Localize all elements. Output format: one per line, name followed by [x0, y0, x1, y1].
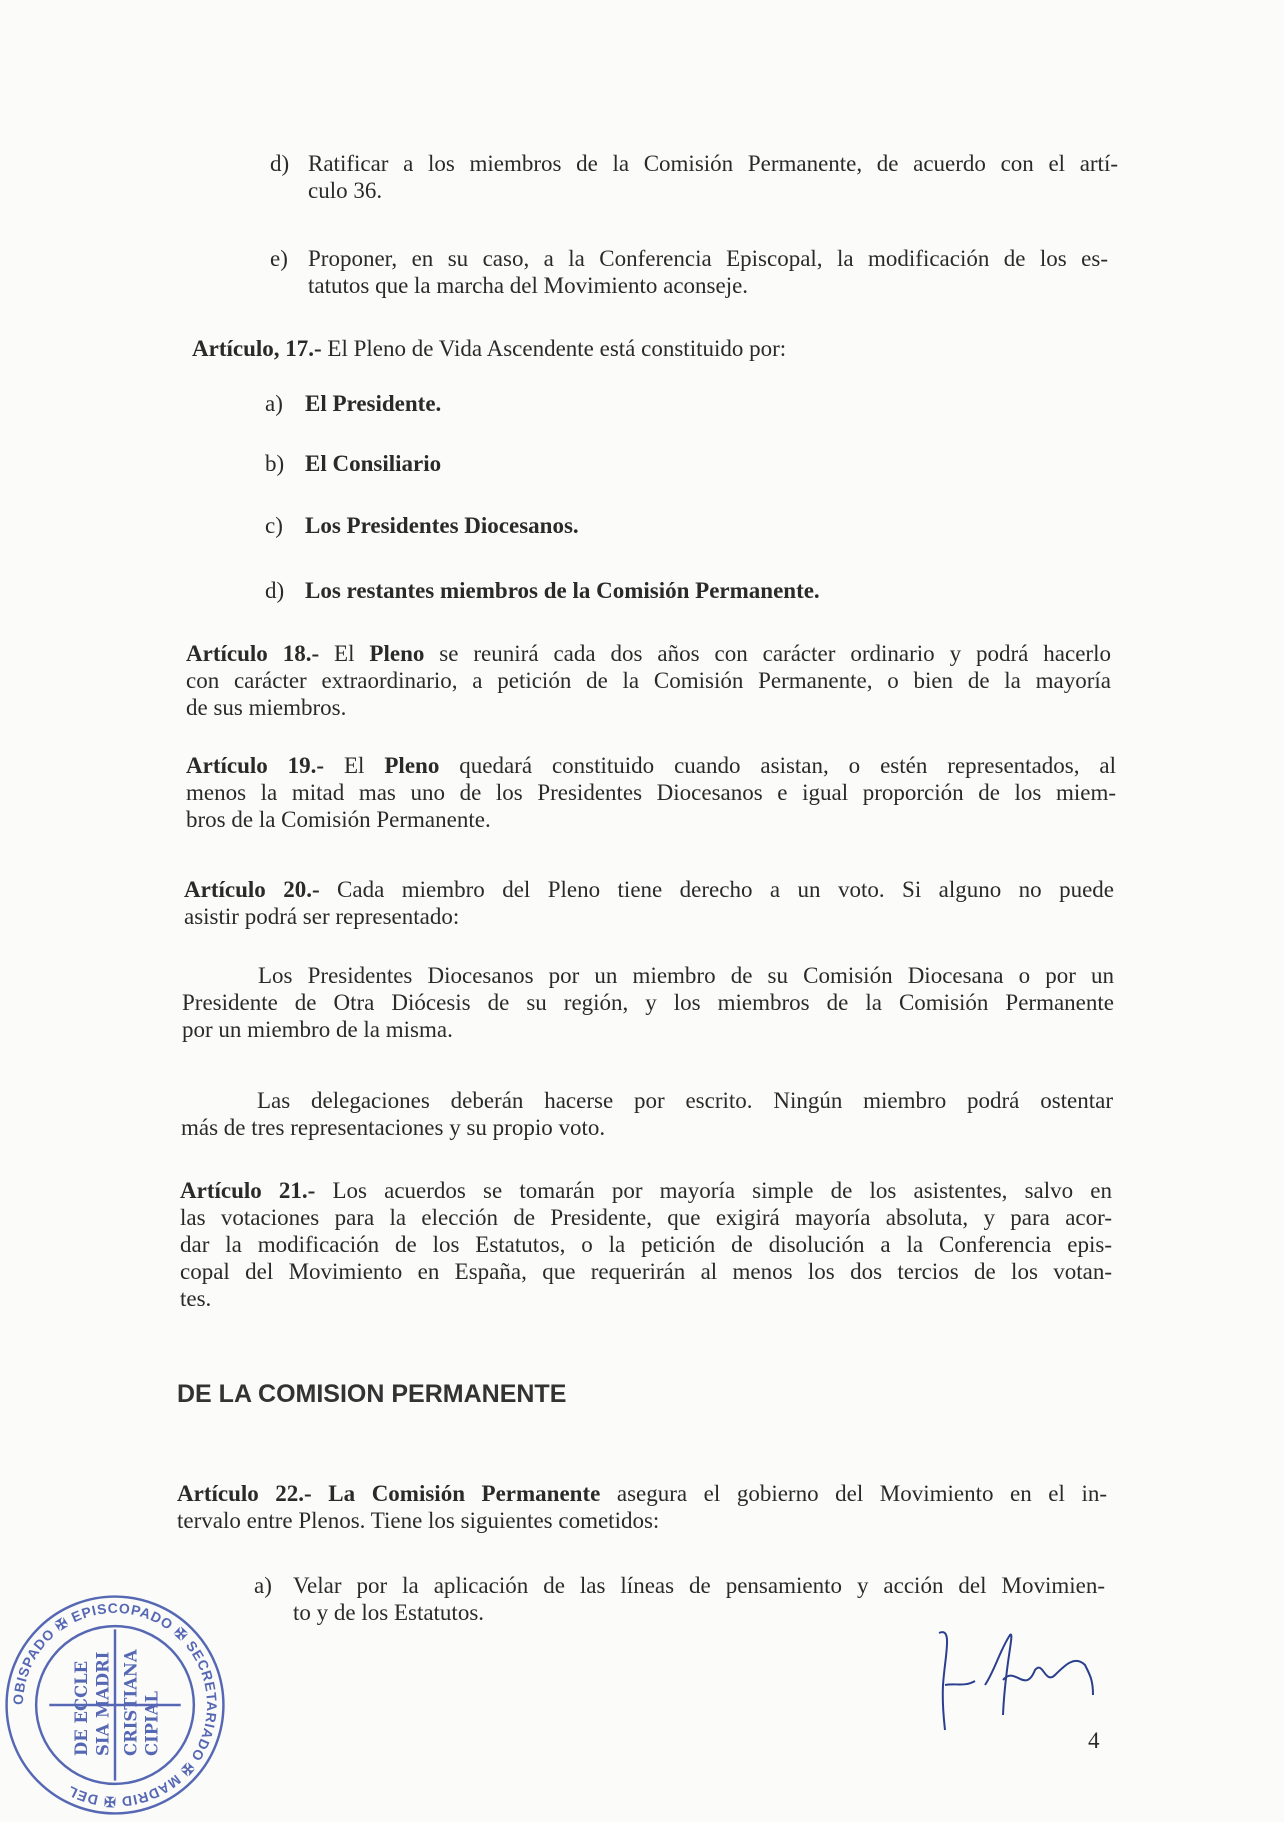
- text: El: [319, 641, 370, 666]
- svg-text:SIA MADRI: SIA MADRI: [93, 1651, 113, 1756]
- text-line: tes.: [180, 1286, 212, 1311]
- item-text: El Presidente.: [305, 391, 442, 416]
- article-label: Artículo 21.-: [180, 1178, 316, 1203]
- art16-item-e: [308, 245, 1108, 299]
- item-text: El Consiliario: [305, 451, 442, 476]
- item-label: e): [270, 246, 288, 271]
- text-line: Las delegaciones deberán hacerse por escrito. Ningún miembro podrá ostentar: [257, 1088, 1113, 1113]
- text-line: to y de los Estatutos.: [293, 1600, 485, 1625]
- article-20-paragraph-1: [182, 962, 1114, 1043]
- item-label: d): [270, 151, 290, 176]
- text-line: bros de la Comisión Permanente.: [186, 807, 491, 832]
- text-line: Ratificar a los miembros de la Comisión Permanente, de acuerdo con el artí-: [308, 151, 1118, 176]
- text: Cada miembro del Pleno tiene derecho a un voto. Si alguno no puede: [319, 877, 1115, 902]
- article-19: [186, 752, 1116, 833]
- text-line: con carácter extraordinario, a petición de la Comisión Permanente, o bien de la mayoría: [186, 668, 1111, 693]
- text-line: por un miembro de la misma.: [182, 1017, 453, 1042]
- item-label: d): [265, 578, 285, 603]
- svg-text:CIPIAL: CIPIAL: [142, 1690, 162, 1756]
- item-text: Los restantes miembros de la Comisión Permanente.: [305, 578, 820, 603]
- text-line: asistir podrá ser representado:: [184, 904, 460, 929]
- bold-term: La Comisión Permanente: [328, 1481, 601, 1506]
- text: asegura el gobierno del Movimiento en el in-: [600, 1481, 1108, 1506]
- item-label: b): [265, 451, 285, 476]
- page-number: 4: [1088, 1728, 1100, 1753]
- section-heading: DE LA COMISION PERMANENTE: [177, 1380, 567, 1408]
- text-line: más de tres representaciones y su propio voto.: [181, 1115, 606, 1140]
- svg-text:DE ECCLE: DE ECCLE: [72, 1660, 92, 1756]
- article-label: Artículo 18.-: [186, 641, 320, 666]
- art22-item-a: [293, 1572, 1105, 1626]
- text: se reunirá cada dos años con carácter ordinario y podrá hacerlo: [424, 641, 1111, 666]
- text-line: tatutos que la marcha del Movimiento aconseje.: [308, 273, 749, 298]
- text-line: Los Presidentes Diocesanos por un miembro de su Comisión Diocesana o por un: [258, 963, 1114, 988]
- text-line: culo 36.: [308, 178, 383, 203]
- article-label: Artículo, 17.-: [192, 336, 322, 361]
- text-line: de sus miembros.: [186, 695, 347, 720]
- bold-term: Pleno: [384, 753, 440, 778]
- text-line: Velar por la aplicación de las líneas de pensamiento y acción del Movimien-: [293, 1573, 1105, 1598]
- article-label: Artículo 20.-: [184, 877, 320, 902]
- article-20-paragraph-2: [181, 1087, 1113, 1141]
- bold-term: Pleno: [369, 641, 425, 666]
- article-label: Artículo 19.-: [186, 753, 325, 778]
- item-text: Los Presidentes Diocesanos.: [305, 513, 579, 538]
- text: Los acuerdos se tomarán por mayoría simple de los asistentes, salvo en: [315, 1178, 1112, 1203]
- text-line: Proponer, en su caso, a la Conferencia Episcopal, la modificación de los es-: [308, 246, 1108, 271]
- article-21: [180, 1177, 1112, 1312]
- seal-outer-text: OBISPADO ✠ EPISCOPADO ✠ SECRETARIADO ✠ MADRID ✠ DEL: [9, 1599, 221, 1811]
- signature: [925, 1625, 1125, 1735]
- item-label: a): [254, 1573, 272, 1598]
- text: quedará constituido cuando asistan, o estén representados, al: [439, 753, 1116, 778]
- article-20: [184, 876, 1114, 930]
- svg-text:CRISTIANA: CRISTIANA: [121, 1649, 141, 1756]
- article-text: El Pleno de Vida Ascendente está constituido por:: [321, 336, 787, 361]
- item-label: a): [265, 391, 283, 416]
- text: El: [324, 753, 385, 778]
- article-17: [192, 335, 786, 362]
- text-line: Presidente de Otra Diócesis de su región, y los miembros de la Comisión Permanente: [182, 990, 1114, 1015]
- text: [312, 1481, 329, 1506]
- art16-item-d: [308, 150, 1118, 204]
- item-label: c): [265, 513, 283, 538]
- text-line: copal del Movimiento en España, que requerirán al menos los dos tercios de los votan-: [180, 1259, 1112, 1284]
- text-line: menos la mitad mas uno de los Presidentes Diocesanos e igual proporción de los miem-: [186, 780, 1116, 805]
- article-label: Artículo 22.-: [177, 1481, 312, 1506]
- article-18: [186, 640, 1111, 721]
- text-line: las votaciones para la elección de Presidente, que exigirá mayoría absoluta, y para acor-: [180, 1205, 1112, 1230]
- article-22: [177, 1480, 1107, 1534]
- text-line: tervalo entre Plenos. Tiene los siguientes cometidos:: [177, 1508, 660, 1533]
- text-line: dar la modificación de los Estatutos, o la petición de disolución a la Conferencia epis-: [180, 1232, 1112, 1257]
- official-seal: [0, 1590, 230, 1820]
